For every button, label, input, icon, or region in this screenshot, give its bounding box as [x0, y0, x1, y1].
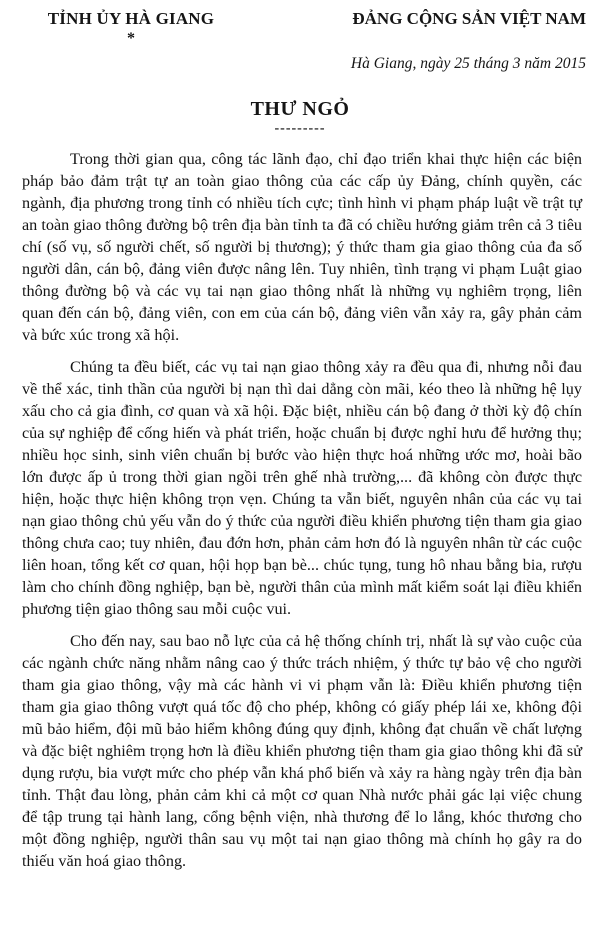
paragraph-3: Cho đến nay, sau bao nỗ lực của cả hệ thống chính trị, nhất là sự vào cuộc của các ngành chức năng nhằm nâng cao ý thức trách nhiệm, ý thức tự bảo vệ cho người tham gia giao thông, vậy mà các hành vi vi phạm vẫn là: Điều khiển phương tiện tham gia giao thông vượt quá tốc độ cho phép, không có giấy phép lái xe, không đội mũ bảo hiểm, đội mũ bảo hiểm không đúng quy định, không đạt chuẩn về chất lượng và đặc biệt nghiêm trọng hơn là điều khiển phương tiện tham gia giao thông khi đã sử dụng rượu, bia vượt mức cho phép vẫn khá phổ biến và xảy ra hàng ngày trên địa bàn tỉnh. Thật đau lòng, phản cảm khi cả một cơ quan Nhà nước phải gác lại việc chung để tập trung tại hành lang, cổng bệnh viện, nhà thương để lo lắng, khóc thương cho một đồng nghiệp, người thân sau vụ một tai nạn giao thông mà chính họ gây ra do thiếu văn hoá giao thông. — [22, 632, 582, 870]
dateline: Hà Giang, ngày 25 tháng 3 năm 2015 — [350, 55, 586, 72]
document-title: THƯ NGỎ — [250, 98, 350, 120]
party-header-block — [286, 9, 586, 73]
issuing-organization-block — [26, 9, 236, 47]
paragraph-1: Trong thời gian qua, công tác lãnh đạo, chỉ đạo triển khai thực hiện các biện pháp bảo đảm trật tự an toàn giao thông của các cấp ủy Đảng, chính quyền, các ngành, địa phương trong tỉnh có nhiều tích cực; tình hình vi phạm pháp luật về trật tự an toàn giao thông đường bộ trên địa bàn tỉnh ta đã có chiều hướng giảm trên cả 3 tiêu chí (số vụ, số người chết, số người bị thương); ý thức tham gia giao thông của đa số người dân, cán bộ, đảng viên được nâng lên. Tuy nhiên, tình trạng vi phạm Luật giao thông đường bộ và các vụ tai nạn giao thông nhất là những vụ nghiêm trọng, liên quan đến cán bộ, đảng viên, con em của cán bộ, đảng viên vẫn xảy ra, gây phản cảm và bức xúc trong xã hội. — [22, 150, 582, 344]
issuing-organization: TỈNH ỦY HÀ GIANG — [47, 9, 215, 28]
title-divider: --------- — [274, 121, 326, 136]
star-mark: * — [127, 30, 135, 47]
party-name: ĐẢNG CỘNG SẢN VIỆT NAM — [352, 9, 586, 28]
letter-body — [22, 148, 582, 882]
title-block — [0, 98, 600, 135]
paragraph-2: Chúng ta đều biết, các vụ tai nạn giao thông xảy ra đều qua đi, nhưng nỗi đau về thể xác, tinh thần của người bị nạn thì dai dẳng còn mãi, kéo theo là những hệ lụy xấu cho cả gia đình, cơ quan và xã hội. Đặc biệt, nhiều cán bộ đang ở thời kỳ độ chín của sự nghiệp để cống hiến và phát triển, hoặc chuẩn bị được nghỉ hưu để hưởng thụ; nhiều học sinh, sinh viên chuẩn bị bước vào hiện thực hoá những ước mơ, hoài bão lớn được ấp ủ trong thời gian ngồi trên ghế nhà trường,... đã không còn được thực hiện, hoặc thực hiện không trọn vẹn. Chúng ta vẫn biết, nguyên nhân của các vụ tai nạn giao thông chủ yếu vẫn do ý thức của người điều khiển phương tiện tham gia giao thông chưa cao; tuy nhiên, đau đớn hơn, phản cảm hơn đó là nguyên nhân từ các cuộc liên hoan, tổng kết cơ quan, hội họp bạn bè... chúc tụng, tung hô nhau bằng bia, rượu làm cho chính đồng nghiệp, bạn bè, người thân của mình mất kiểm soát lại điều khiển phương tiện giao thông sau mỗi cuộc vui. — [22, 358, 582, 618]
